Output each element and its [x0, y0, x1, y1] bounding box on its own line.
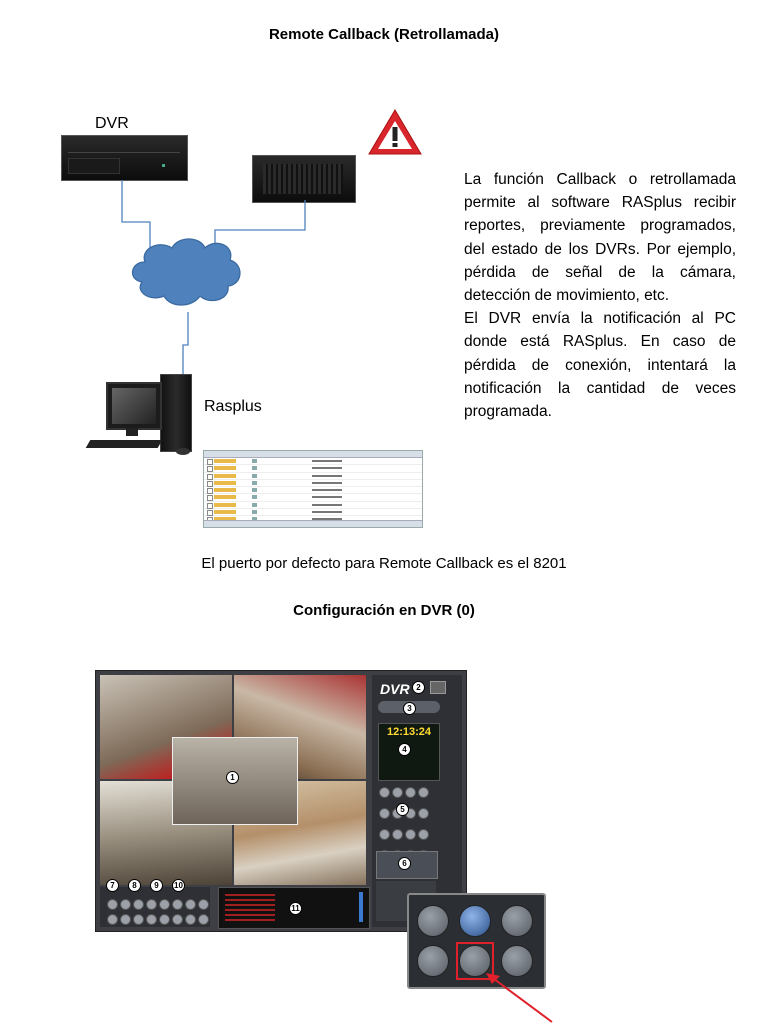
marker-8: 8 [128, 879, 141, 892]
port-note: El puerto por defecto para Remote Callback es el 8201 [201, 555, 567, 572]
remote-callback-button[interactable] [459, 905, 491, 937]
marker-4: 4 [398, 743, 411, 756]
marker-10: 10 [172, 879, 185, 892]
description [464, 168, 736, 423]
config-title: Configuración en DVR (0) [293, 602, 475, 619]
dvr-control-panel [372, 675, 462, 927]
playback-bar [100, 881, 210, 927]
marker-2: 2 [412, 681, 425, 694]
marker-1: 1 [226, 771, 239, 784]
channel-keypad [378, 785, 442, 849]
red-arrow-icon [480, 970, 560, 1024]
marker-9: 9 [150, 879, 163, 892]
marker-7: 7 [106, 879, 119, 892]
logo-button[interactable] [430, 681, 446, 694]
camera-button[interactable] [417, 905, 449, 937]
archive-button[interactable] [417, 945, 449, 977]
marker-6: 6 [398, 857, 411, 870]
marker-5: 5 [396, 803, 409, 816]
network-diagram [0, 0, 460, 460]
marker-11: 11 [289, 902, 302, 915]
event-log [218, 887, 370, 929]
cloud-icon [133, 239, 240, 305]
rasplus-pc-image [88, 368, 198, 460]
clock-display: 12:13:24 [386, 726, 432, 738]
page-title: Remote Callback (Retrollamada) [268, 26, 500, 43]
dvr-logo: DVR [380, 681, 410, 697]
description-paragraph-2: El DVR envía la notificación al PC donde está RASplus. En caso de pérdida de conexión, intentará la notificación la cantidad de veces programada. [464, 310, 736, 421]
dvr-label: DVR [95, 115, 129, 132]
rasplus-label: Rasplus [204, 398, 262, 415]
alarm-button[interactable] [501, 905, 533, 937]
marker-3: 3 [403, 702, 416, 715]
description-paragraph-1: La función Callback o retrollamada permite al software RASplus recibir reportes, previamente programados, del estado de los DVRs. Por ejemplo, pérdida de señal de la cámara, detección de movimiento, etc. [464, 171, 736, 305]
rasplus-event-window [203, 450, 423, 528]
